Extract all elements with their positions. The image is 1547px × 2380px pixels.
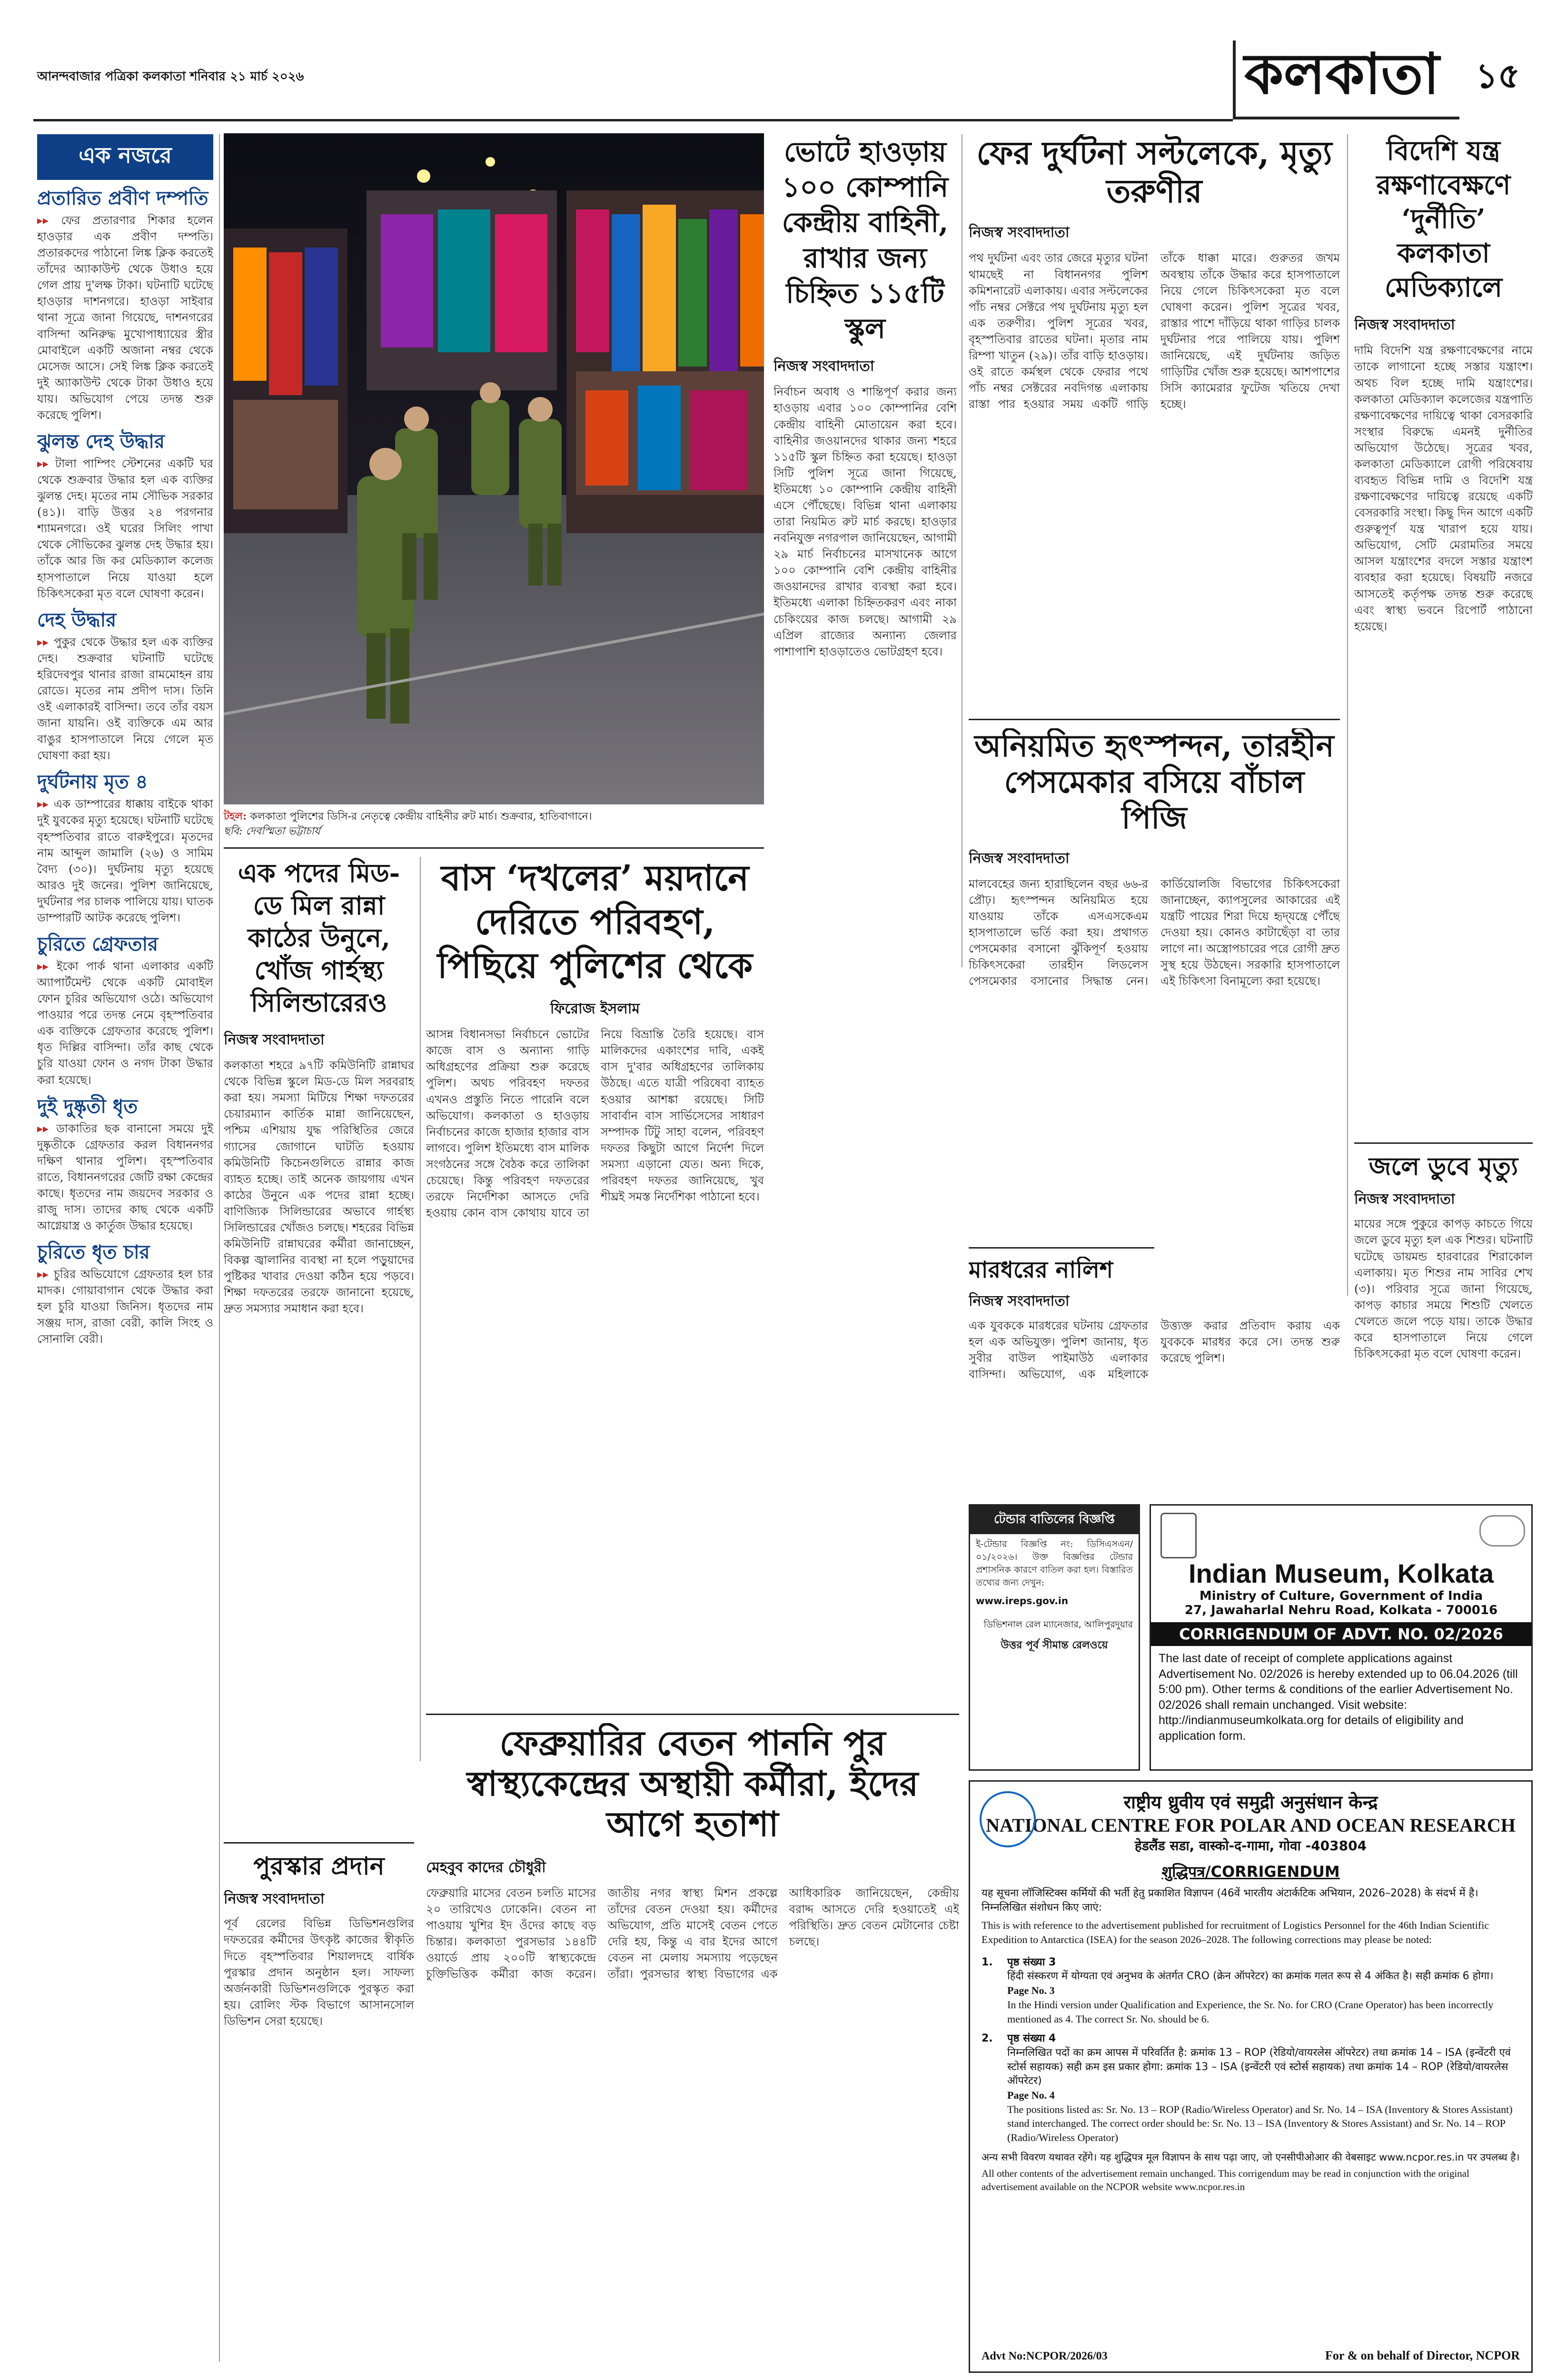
award-headline: পুরস্কার প্রদান xyxy=(253,1852,385,1881)
award-byline: নিজস্ব সংবাদদাতা xyxy=(224,1891,325,1908)
ncpor-logo-icon xyxy=(980,1791,1036,1847)
page-number: ১৫ xyxy=(1476,56,1520,96)
medical-byline: নিজস্ব সংবাদদাতা xyxy=(1354,317,1455,334)
masthead-rule xyxy=(33,119,1233,121)
bullet-icon: ▸▸ xyxy=(37,456,56,471)
pacemaker-body: মালবেহের জন্য হারাছিলেন বছর ৬৬-র প্রৌঢ়। হৃৎস্পন্দন অনিয়মিত হয়ে যাওয়ায় তাঁকে এসএসকেএম হাসপাতালে ভর্তি করা হয়। প্রথাগত পেসমেকার বসানো ঝুঁকিপূর্ণ হওয়ায় চিকিৎসকেরা তারহীন লিডলেস পেসমেকার বসানোর সিদ্ধান্ত নেন। কার্ডিয়োলজি বিভাগের চিকিৎসকেরা জানাচ্ছেন, ক্যাপসুলের আকারের এই যন্ত্রটি পায়ের শিরা দিয়ে হৃদ্‌যন্ত্রে পৌঁছে দেওয়া হয়। কোনও কাটাছেঁড়া বা তার লাগে না। অস্ত্রোপচারের পরে রোগী দ্রুত সুস্থ হয়ে উঠছেন। সরকারি হাসপাতালে এই চিকিৎসা বিনামূল্যে করা হয়েছে। xyxy=(969,877,1340,988)
ncpor-item-content xyxy=(1007,1955,1520,2026)
award-body: পূর্ব রেলের বিভিন্ন ডিভিশনগুলির দফতরের কর্মীদের উৎকৃষ্ট কাজের স্বীকৃতি দিতে বৃহস্পতিবার শিয়ালদহে বার্ষিক পুরস্কার প্রদান অনুষ্ঠান হল। সাফল্য অর্জনকারী ডিভিশনগুলিকে পুরস্কৃত করা হয়। রোলিং স্টক বিভাগে আসানসোল ডিভিশন সেরা হয়েছে। xyxy=(224,1917,414,2028)
bullet-icon: ▸▸ xyxy=(37,1121,57,1135)
ncpor-advt-no: Advt No:NCPOR/2026/03 xyxy=(982,2350,1108,2362)
sidebar-item-headline: দুর্ঘটনায় মৃত ৪ xyxy=(37,771,148,793)
photo-credit: ছবি: দেবস্মিতা ভট্টাচার্য xyxy=(224,825,320,837)
sidebar-item-body xyxy=(37,958,213,1088)
section-title: কলকাতা xyxy=(1244,40,1440,107)
ncpor-title: NATIONAL CENTRE FOR POLAR AND OCEAN RESEARCH xyxy=(986,1815,1516,1836)
ncpor-item-content xyxy=(1007,2032,1520,2145)
patrol-photo xyxy=(224,133,764,804)
sidebar-item-text: পুকুর থেকে উদ্ধার হল এক ব্যক্তির দেহ। শুক্রবার ঘটনাটি ঘটেছে হরিদেবপুর থানার রাজা রামমোহন রায় রোডে। মৃতের নাম প্রদীপ দাস। তিনি ওই এলাকারই বাসিন্দা। তবে তাঁর বয়স জানা যায়নি। ওই ব্যক্তিকে এম আর বাঙুর হাসপাতালে নিয়ে গেলে মৃত ঘোষণা করা হয়। xyxy=(37,635,213,763)
museum-ad xyxy=(1150,1504,1533,1771)
ncpor-item-text: In the Hindi version under Qualification and Experience, the Sr. No. for CRO (Crane Operator) has been incorrectly mentioned as 4. The correct Sr. No. should be 6. xyxy=(1007,1998,1494,2025)
sidebar-item-text: ইকো পার্ক থানা এলাকার একটি অ্যাপার্টমেন্ট থেকে একটি মোবাইল ফোন চুরির অভিযোগ ওঠে। অভিযোগ পাওয়ার পরে তদন্ত নেমে বৃহস্পতিবার এক ব্যক্তিকে গ্রেফতার করেছে পুলিশ। ধৃত দিল্লির বাসিন্দা। তাঁর কাছ থেকে চুরি যাওয়া ফোন ও নগদ টাকা উদ্ধার করা হয়েছে। xyxy=(37,959,213,1087)
sidebar-item-text: ফের প্রতারণার শিকার হলেন হাওড়ার এক প্রবীণ দম্পতি। প্রতারকদের পাঠানো লিঙ্ক ক্লিক করতেই তাঁদের অ্যাকাউন্ট থেকে উধাও হয়ে গেল প্রায় দু'লক্ষ টাকা। ঘটনাটি ঘটেছে হাওড়ার দাশনগরে। হাওড়া সাইবার থানা সূত্রে জানা গিয়েছে, দাশনগরের বাসিন্দা অনিরুদ্ধ মুখোপাধ্যায়ের স্ত্রীর মোবাইলে একটি অজানা নম্বর থেকে মেসেজ আসে। সেই লিঙ্ক ক্লিক করতেই দুই অ্যাকাউন্ট থেকে টাকা উধাও হয়ে যায়। অভিযোগ পেয়ে তদন্ত শুরু করেছে পুলিশ। xyxy=(37,214,213,422)
saltlake-byline: নিজস্ব সংবাদদাতা xyxy=(969,224,1070,241)
sidebar-at-a-glance xyxy=(37,134,213,2371)
bus-byline: ফিরোজ ইসলাম xyxy=(550,1001,640,1018)
sidebar-item-body xyxy=(37,1121,213,1234)
column-divider xyxy=(420,857,421,1761)
bullet-icon: ▸▸ xyxy=(37,213,61,227)
museum-title: Indian Museum, Kolkata xyxy=(1189,1558,1494,1588)
article-bus xyxy=(426,857,764,1761)
saltlake-headline: ফের দুর্ঘটনা সল্টলেকে, মৃত্যু তরুণীর xyxy=(976,134,1332,211)
article-pacemaker xyxy=(969,728,1340,1238)
rule xyxy=(969,1247,1154,1249)
tender-header: টেন্ডার বাতিলের বিজ্ঞপ্তি xyxy=(970,1506,1139,1534)
sidebar-item-body xyxy=(37,212,213,423)
sidebar-title: এক নজরে xyxy=(37,134,213,180)
museum-ministry: Ministry of Culture, Government of India xyxy=(1199,1589,1483,1603)
photo-caption xyxy=(224,809,764,839)
patrol-photo-image xyxy=(224,133,764,804)
tender-railway: উত্তর পূর্ব সীমান্ত রেলওয়ে xyxy=(1001,1639,1108,1651)
midday-body: কলকাতা শহরে ৯৭টি কমিউনিটি রান্নাঘর থেকে বিভিন্ন স্কুলে মিড-ডে মিল সরবরাহ করা হয়। সমস্যা মিটিয়ে শিক্ষা দফতরের চেয়ারম্যান কার্তিক মান্না জানিয়েছেন, পশ্চিম এশিয়ায় যুদ্ধ পরিস্থিতির জেরে গ্যাসের জোগানে ঘাটতি হওয়ায় কমিউনিটি কিচেনগুলিতে রান্নার কাজ ব্যাহত হচ্ছে। তাই অনেক জায়গায় এখন কাঠের উনুনে এক পদের রান্না হচ্ছে। বাণিজ্যিক সিলিন্ডারের অভাবে গার্হস্থ্য সিলিন্ডারের খোঁজও চলছে। শহরের বিভিন্ন কমিউনিটি রান্নাঘরের কর্মীরা জানাচ্ছেন, বিকল্প জ্বালানির ব্যবস্থা না হলে পড়ুয়াদের পুষ্টিকর খাবার দেওয়া কঠিন হয়ে পড়বে। শিক্ষা দফতরের তরফে জানানো হয়েছে, দ্রুত সমস্যার সমাধান করা হবে। xyxy=(224,1059,414,1316)
sidebar-item-headline: দুই দুষ্কৃতী ধৃত xyxy=(37,1095,138,1118)
ncpor-correction-item xyxy=(982,1955,1520,2026)
masthead-date: আনন্দবাজার পত্রিকা কলকাতা শনিবার ২১ মার্চ ২০২৬ xyxy=(37,69,304,84)
tender-signature: ডিভিশনাল রেল ম্যানেজার, আলিপুরদুয়ার xyxy=(983,1619,1133,1630)
drown-byline: নিজস্ব সংবাদদাতা xyxy=(1354,1191,1455,1208)
article-saltlake xyxy=(969,134,1340,710)
assault-body: এক যুবককে মারধরের ঘটনায় গ্রেফতার হল এক অভিযুক্ত। পুলিশ জানায়, ধৃত সুবীর বাউল পাইমাউঠ এলাকার বাসিন্দা। অভিযোগ, এক মহিলাকে উত্ত্যক্ত করার প্রতিবাদ করায় এক যুবককে মারধর করে সে। তদন্ত শুরু করেছে পুলিশ। xyxy=(969,1319,1340,1381)
article-award xyxy=(224,1852,414,2370)
ncpor-intro: This is with reference to the advertisement published for recruitment of Logistics Personnel for the 46th Indian Scientific Expedition to Antarctica (ISEA) for the season 2026–2028. The following corrections may please be noted: xyxy=(982,1919,1489,1946)
ncpor-item-text: The positions listed as: Sr. No. 13 – ROP (Radio/Wireless Operator) and Sr. No. 14 – ISA (Inventory & Stores Assistant) stand interchanged. The correct order should be: Sr. No. 13 – ISA (Inventory & Stores Assistant) and Sr. No. 14 – ROP (Radio/Wireless Operator) xyxy=(1007,2103,1513,2143)
rule xyxy=(1354,1142,1533,1144)
masthead xyxy=(0,0,1547,129)
ncpor-item-text-hindi: हिंदी संस्करण में योग्यता एवं अनुभव के अंतर्गत CRO (क्रेन ऑपरेटर) का क्रमांक गलत रूप से 4 अंकित है। सही क्रमांक 6 होगा। xyxy=(1007,1970,1494,1983)
caption-label: টহল: xyxy=(224,810,247,823)
caption-text: কলকাতা পুলিশের ডিসি-র নেতৃত্বে কেন্দ্রীয় বাহিনীর রুট মার্চ। শুক্রবার, হাতিবাগানে। xyxy=(250,811,592,823)
article-midday xyxy=(224,857,414,1795)
saltlake-body: পথ দুর্ঘটনা এবং তার জেরে মৃত্যুর ঘটনা থামছেই না বিধাননগর পুলিশ কমিশনারেট এলাকায়। এবার সল্টলেকের পাঁচ নম্বর সেক্টরে পথ দুর্ঘটনায় মৃত্যু হল এক তরুণীর। পুলিশ সূত্রের খবর, বৃহস্পতিবার রাতের ঘটনা। মৃতার নাম রিম্পা খাতুন (২৯)। তাঁর বাড়ি হাওড়ায়। ওই রাতে কর্মস্থল থেকে ফেরার পথে পাঁচ নম্বর সেক্টরের নবদিগন্ত এলাকায় রাস্তা পার হওয়ার সময় একটি গাড়ি তাঁকে ধাক্কা মারে। গুরুতর জখম অবস্থায় তাঁকে উদ্ধার করে হাসপাতালে নিয়ে গেলে চিকিৎসকেরা মৃত বলে ঘোষণা করেন। পুলিশ সূত্রের খবর, রাস্তার পাশে দাঁড়িয়ে থাকা গাড়ির চালক দুর্ঘটনার পরে পালিয়ে যায়। পুলিশ জানিয়েছে, এই দুর্ঘটনায় জড়িত গাড়িটির খোঁজ শুরু হয়েছে। আশপাশের সিসি ক্যামেরার ফুটেজ খতিয়ে দেখা হচ্ছে। xyxy=(969,251,1340,411)
section-title-box xyxy=(1233,40,1459,119)
ncpor-items xyxy=(970,1947,1531,2145)
sidebar-item-headline: ঝুলন্ত দেহ উদ্ধার xyxy=(37,431,165,453)
sidebar-item-body xyxy=(37,456,213,602)
ncpor-correction-item xyxy=(982,2032,1520,2145)
voting-body: নির্বাচন অবাধ ও শান্তিপূর্ণ করার জন্য হাওড়ায় এবার ১০০ কোম্পানির বেশি কেন্দ্রীয় বাহিনী মোতায়েন করা হবে। বাহিনীর জওয়ানদের থাকার জন্য শহরে ১১৫টি স্কুল চিহ্নিত করা হয়েছে। হাওড়া সিটি পুলিশ সূত্রে জানা গিয়েছে, ইতিমধ্যে ১০ কোম্পানি কেন্দ্রীয় বাহিনী এসে পৌঁছেছে। বিভিন্ন থানা এলাকায় তারা নিয়মিত রুট মার্চ করছে। হাওড়ার নবনিযুক্ত নগরপাল জানিয়েছেন, আগামী ২৯ মার্চ নির্বাচনের মাসখানেক আগে ১০০ কোম্পানি বেশি কেন্দ্রীয় বাহিনীর জওয়ানদের রাখার ব্যবস্থা করা হবে। ইতিমধ্যে এলাকা চিহ্নিতকরণ এবং নাকা চেকিংয়ের কাজ চলছে। আগামী ২৯ এপ্রিল রাজ্যের অন্যান্য জেলার পাশাপাশি হাওড়াতেও ভোটগ্রহণ হবে। xyxy=(774,385,957,658)
rule xyxy=(224,1842,414,1844)
museum-address: 27, Jawaharlal Nehru Road, Kolkata - 700016 xyxy=(1184,1603,1498,1617)
bullet-icon: ▸▸ xyxy=(37,797,54,811)
salary-byline: মেহবুব কাদের চৌধুরী xyxy=(426,1859,546,1876)
bus-body: আসন্ন বিধানসভা নির্বাচনে ভোটের কাজে বাস ও অন্যান্য গাড়ি অধিগ্রহণের প্রক্রিয়া শুরু করেছে পুলিশ। অথচ পরিবহণ দফতর এখনও প্রস্তুতি নিতে পারেনি বলে অভিযোগ। কলকাতা ও হাওড়ায় নির্বাচনের কাজে হাজার হাজার বাস লাগবে। পুলিশ ইতিমধ্যে বাস মালিক সংগঠনের সঙ্গে বৈঠক করে তালিকা চেয়েছে। কিন্তু পরিবহণ দফতরের তরফে নির্দেশিকা আসতে দেরি হওয়ায় কোন বাস কোথায় যাবে তা নিয়ে বিভ্রান্তি তৈরি হয়েছে। বাস মালিকদের একাংশের দাবি, একই বাস দু'বার অধিগ্রহণের তালিকায় উঠছে। এতে যাত্রী পরিষেবা ব্যাহত হওয়ার আশঙ্কা রয়েছে। সিটি সাবার্বান বাস সার্ভিসেসের সাধারণ সম্পাদক টিটু সাহা বলেন, পরিবহণ দফতর কিছুটা আগে নির্দেশ দিলে সমস্যা এড়ানো যেত। অন্য দিকে, পরিবহণ দফতর জানিয়েছে, খুব শীঘ্রই সমস্ত নির্দেশিকা পাঠানো হবে। xyxy=(426,1028,764,1220)
ncpor-item-text-hindi: निम्नलिखित पदों का क्रम आपस में परिवर्तित है: क्रमांक 13 – ROP (रेडियो/वायरलेस ऑपरेटर) तथा क्रमांक 14 – ISA (इन्वेंटरी एवं स्टोर्स सहायक) सही क्रम इस प्रकार होगा: क्रमांक 13 – ISA (इन्वेंटरी एवं स्टोर्स सहायक) तथा क्रमांक 14 – ROP (रेडियो/वायरलेस ऑपरेटर) xyxy=(1007,2046,1511,2087)
tender-body: ই-টেন্ডার বিজ্ঞপ্তি নং: ডিসিএসএন/০১/২০২৬। উক্ত বিজ্ঞপ্তির টেন্ডার প্রশাসনিক কারণে বাতিল করা হল। বিস্তারিত তথ্যের জন্য দেখুন: xyxy=(976,1539,1133,1588)
article-salary xyxy=(426,1723,959,2375)
ncpor-item-title-hindi: पृष्ठ संख्या 4 xyxy=(1007,2033,1056,2045)
bus-headline: বাস ‘দখলের’ ময়দানে দেরিতে পরিবহণ, পিছিয়ে পুলিশের থেকে xyxy=(437,858,753,986)
museum-body: The last date of receipt of complete applications against Advertisement No. 02/2026 is hereby extended up to 06.04.2026 (till 5:00 pm). Other terms & conditions of the earlier Advertisement No. 02/2026 shall remain unchanged. Visit website: http://indianmuseumkolkata.org for details of eligibility and application form. xyxy=(1159,1652,1518,1743)
column-divider xyxy=(219,134,220,2362)
ncpor-item-title: Page No. 3 xyxy=(1007,1984,1055,1997)
sidebar-item-text: টালা পাম্পিং স্টেশনের একটি ঘর থেকে শুক্রবার উদ্ধার হল এক ব্যক্তির ঝুলন্ত দেহ। মৃতের নাম সৌভিক সরকার (৪১)। বাড়ি উত্তর ২৪ পরগনার শ্যামনগরে। ওই ঘরের সিলিং পাখা থেকে সৌভিকের ঝুলন্ত দেহ উদ্ধার হয়। তাঁকে আর জি কর মেডিক্যাল কলেজ হাসপাতালে নিয়ে যাওয়া হলে চিকিৎসকেরা মৃত বলে ঘোষণা করেন। xyxy=(37,457,213,600)
bullet-icon: ▸▸ xyxy=(37,1267,54,1281)
ncpor-intro-hindi: यह सूचना लॉजिस्टिक्स कर्मियों की भर्ती हेतु प्रकाशित विज्ञापन (46वें भारतीय अंटार्कटिक अभियान, 2026–2028) के संदर्भ में है। निम्नलिखित संशोधन किए जाएं: xyxy=(982,1887,1478,1914)
salary-headline: ফেব্রুয়ারির বেতন পাননি পুর স্বাস্থ্যকেন্দ্রের অস্থায়ী কর্মীরা, ইদের আগে হতাশা xyxy=(466,1723,919,1844)
article-voting xyxy=(774,134,957,972)
salary-body: ফেব্রুয়ারি মাসের বেতন চলতি মাসের ২০ তারিখেও ঢোকেনি। বেতন না পাওয়ায় খুশির ইদ ওঁদের কাছে বড় চিন্তার। কলকাতা পুরসভার ১৪৪টি ওয়ার্ডে প্রায় ২০০টি স্বাস্থ্যকেন্দ্রে চুক্তিভিত্তিক কর্মীরা কাজ করেন। জাতীয় নগর স্বাস্থ্য মিশন প্রকল্পে তাঁদের বেতন দেওয়া হয়। কর্মীদের অভিযোগ, প্রতি মাসেই বেতন পেতে দেরি হয়, কিন্তু এ বার ইদের আগে বেতন না মেলায় সমস্যায় পড়েছেন তাঁরা। পুরসভার স্বাস্থ্য বিভাগের এক আধিকারিক জানিয়েছেন, কেন্দ্রীয় বরাদ্দ আসতে দেরি হওয়াতেই এই পরিস্থিতি। দ্রুত বেতন মেটানোর চেষ্টা চলছে। xyxy=(426,1886,959,1981)
ncpor-address: हेडलैंड सडा, वास्को-द-गामा, गोवा -403804 xyxy=(1134,1838,1367,1854)
medical-body: দামি বিদেশি যন্ত্র রক্ষণাবেক্ষণের নামে তাকে লাগানো হচ্ছে সস্তার যন্ত্রাংশ। অথচ বিল হচ্ছে দামি যন্ত্রাংশের। কলকাতা মেডিক্যাল কলেজের যন্ত্রপাতি রক্ষণাবেক্ষণের দায়িত্বে থাকা বেসরকারি সংস্থার বিরুদ্ধে এমনই দুর্নীতির অভিযোগ উঠেছে। সূত্রের খবর, কলকাতা মেডিক্যালে রোগী পরিষেবায় ব্যবহৃত বিভিন্ন দামি ও বিদেশি যন্ত্র রক্ষণাবেক্ষণের দায়িত্বে রয়েছে একটি বেসরকারি সংস্থা। কিছু দিন আগে একটি গুরুত্বপূর্ণ যন্ত্র খারাপ হয়ে যায়। অভিযোগ, সেটি মেরামতির সময়ে আসল যন্ত্রাংশের বদলে সস্তার যন্ত্রাংশ ব্যবহার করা হয়েছে। বিষয়টি নজরে আসতেই কর্তৃপক্ষ তদন্ত শুরু করেছে এবং স্বাস্থ্য ভবনে রিপোর্ট পাঠানো হয়েছে। xyxy=(1354,344,1533,633)
voting-headline: ভোটে হাওড়ায় ১০০ কোম্পানি কেন্দ্রীয় বাহিনী, রাখার জন্য চিহ্নিত ১১৫টি স্কুল xyxy=(782,136,949,345)
ncpor-item-title-hindi: पृष्ठ संख्या 3 xyxy=(1007,1956,1056,1968)
photo-rule xyxy=(224,847,764,849)
voting-byline: নিজস্ব সংবাদদাতা xyxy=(774,358,874,375)
ncpor-ad xyxy=(969,1780,1533,2373)
assault-byline: নিজস্ব সংবাদদাতা xyxy=(969,1292,1070,1309)
rule xyxy=(426,1714,959,1715)
ncpor-item-number: 1. xyxy=(982,1956,993,1968)
bullet-icon: ▸▸ xyxy=(37,959,57,973)
ncpor-hindi-title: राष्ट्रीय ध्रुवीय एवं समुद्री अनुसंधान केन्द्र xyxy=(1123,1792,1378,1813)
emblem-icon xyxy=(1160,1513,1197,1558)
rule xyxy=(969,719,1340,720)
museum-band: CORRIGENDUM OF ADVT. NO. 02/2026 xyxy=(1151,1622,1531,1646)
midday-headline: এক পদের মিড-ডে মিল রান্না কাঠের উনুনে, খোঁজ গার্হস্থ্য সিলিন্ডারেরও xyxy=(238,858,400,1018)
sidebar-items xyxy=(37,188,213,1348)
ncpor-item-title: Page No. 4 xyxy=(1007,2089,1055,2101)
tender-website[interactable]: www.ireps.gov.in xyxy=(976,1595,1069,1606)
article-assault xyxy=(969,1257,1340,1466)
sidebar-item-body xyxy=(37,796,213,926)
ncpor-footer: All other contents of the advertisement remain unchanged. This corrigendum may be read in conjunction with the original advertisement available on the NCPOR website www.ncpor.res.in xyxy=(982,2168,1469,2193)
tender-notice xyxy=(969,1504,1140,1771)
ncpor-heading: शुद्धिपत्र/CORRIGENDUM xyxy=(1161,1863,1340,1881)
ncpor-footer-hindi: अन्य सभी विवरण यथावत रहेंगे। यह शुद्धिपत्र मूल विज्ञापन के साथ पढ़ा जाए, जो एनसीपीओआर की वेबसाइट www.ncpor.res.in पर उपलब्ध है। xyxy=(982,2151,1520,2163)
sidebar-item-headline: চুরিতে গ্রেফতার xyxy=(37,933,159,955)
ncpor-sign-off: For & on behalf of Director, NCPOR xyxy=(1325,2349,1520,2362)
sidebar-item-headline: দেহ উদ্ধার xyxy=(37,609,117,631)
assault-headline: মারধরের নালিশ xyxy=(969,1257,1113,1283)
article-medical xyxy=(1354,134,1533,1134)
column-divider xyxy=(1347,134,1348,1296)
sidebar-item-headline: প্রতারিত প্রবীণ দম্পতি xyxy=(37,188,208,209)
ncpor-item-number: 2. xyxy=(982,2033,993,2045)
bullet-icon: ▸▸ xyxy=(37,635,54,649)
sidebar-item-headline: চুরিতে ধৃত চার xyxy=(37,1241,150,1264)
drown-body: মায়ের সঙ্গে পুকুরে কাপড় কাচতে গিয়ে জলে ডুবে মৃত্যু হল এক শিশুর। ঘটনাটি ঘটেছে ডায়মন্ড হারবারের শিরাকোল এলাকায়। মৃত শিশুর নাম সাবির শেখ (৩)। পরিবার সূত্রে জানা গিয়েছে, কাপড় কাচার সময়ে শিশুটি খেলতে খেলতে জলে পড়ে যায়। তাকে উদ্ধার করে হাসপাতালে নিয়ে গেলে চিকিৎসকেরা মৃত বলে ঘোষণা করেন। xyxy=(1354,1217,1533,1360)
pacemaker-byline: নিজস্ব সংবাদদাতা xyxy=(969,850,1070,867)
pacemaker-headline: অনিয়মিত হৃৎস্পন্দন, তারহীন পেসমেকার বসিয়ে বাঁচাল পিজি xyxy=(974,728,1334,836)
g20-logo-icon xyxy=(1479,1515,1525,1547)
article-drown xyxy=(1354,1152,1533,1366)
medical-headline: বিদেশি যন্ত্র রক্ষণাবেক্ষণে ‘দুর্নীতি’ কলকাতা মেডিক্যালে xyxy=(1376,135,1511,303)
sidebar-item-text: এক ডাম্পারের ধাক্কায় বাইকে থাকা দুই যুবকের মৃত্যু হয়েছে। ঘটনাটি ঘটেছে বৃহস্পতিবার রাতে বারুইপুরে। মৃতদের নাম আব্দুল জামালি (২৬) ও সামিম বৈদ্য (৩০)। দুর্ঘটনায় মৃত্যু হয়েছে আরও দুই জনের। পুলিশ জানিয়েছে, দুর্ঘটনার পর চালক পালিয়ে যায়। ঘাতক ডাম্পারটি আটক করেছে পুলিশ। xyxy=(37,797,213,924)
drown-headline: জলে ডুবে মৃত্যু xyxy=(1368,1152,1518,1181)
sidebar-item-text: ডাকাতির ছক বানানো সময়ে দুই দুষ্কৃতীকে গ্রেফতার করল বিধাননগর দক্ষিণ থানার পুলিশ। বৃহস্পতিবার রাতে, বিধাননগরের জেটি রক্ষা কেন্দ্রের কাছে। ধৃতদের নাম জয়দেব সরকার ও রাজু দাস। তাদের কাছ থেকে একটি আগ্নেয়াস্ত্র ও কার্তুজ উদ্ধার হয়েছে। xyxy=(37,1121,213,1233)
sidebar-item-body xyxy=(37,1266,213,1347)
sidebar-item-body xyxy=(37,634,213,764)
midday-byline: নিজস্ব সংবাদদাতা xyxy=(224,1031,325,1049)
sidebar-item-text: চুরির অভিযোগে গ্রেফতার হল চার মাদক। গোয়াবাগান থেকে উদ্ধার করা হল চুরি যাওয়া জিনিস। ধৃতদের নাম সঞ্জয় দাস, রাজা বেরী, কালি সিংহ ও সোনালি বেরী। xyxy=(37,1268,213,1346)
